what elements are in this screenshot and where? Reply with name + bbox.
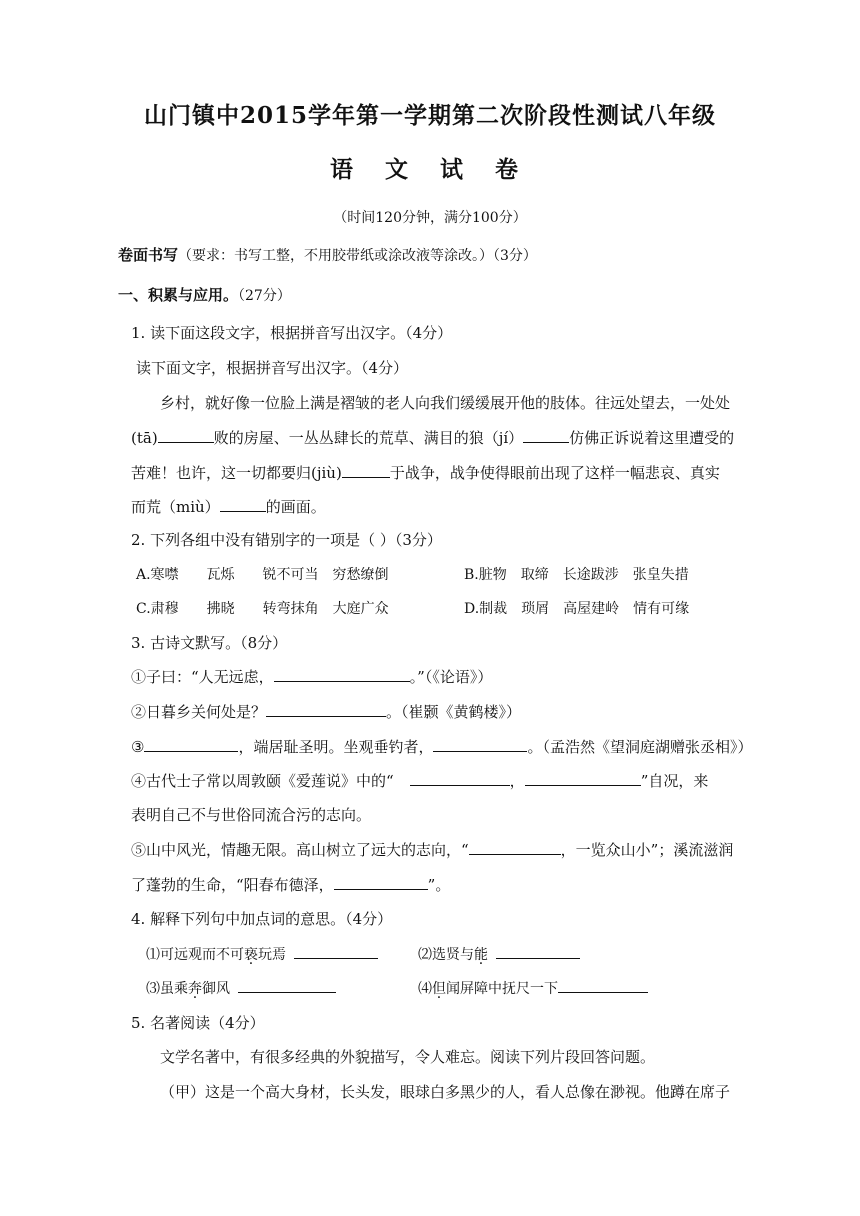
time-info: （时间120分钟，满分100分） (333, 210, 527, 226)
q4-blank-3[interactable] (238, 978, 336, 993)
q2-stem: 2. 下列各组中没有错别字的一项是（ ）（3分） (131, 531, 442, 549)
q1-l4-a: 而荒（miù） (131, 498, 220, 516)
section1-title: 一、积累与应用。 (118, 286, 239, 304)
q1-l4-b: 的画面。 (265, 498, 326, 516)
q1-blank-3[interactable] (342, 463, 390, 478)
q5-excerpt: （甲）这是一个高大身材，长头发，眼球白多黑少的人，看人总像在渺视。他蹲在席子 (160, 1083, 731, 1101)
q3-blank-4b[interactable] (525, 771, 641, 786)
q4-item-3 (146, 978, 336, 999)
q1-para-line2 (131, 428, 734, 448)
q3-item-4-cont: 表明自己不与世俗同流合污的志向。 (131, 806, 372, 824)
q1-l3-b: 于战争，战争使得眼前出现了这样一幅悲哀、真实 (389, 464, 720, 482)
q4-a3-dotted: 奔 (188, 981, 202, 997)
q1-l2-a: (tā) (131, 429, 158, 447)
q5-stem: 5. 名著阅读（4分） (131, 1014, 265, 1032)
q1-stem-repeat: 读下面文字，根据拼音写出汉字。（4分） (136, 359, 409, 377)
q4-item-4 (418, 978, 648, 999)
q3-blank-1[interactable] (274, 667, 410, 682)
section1-score: （27分） (238, 288, 291, 304)
q4-blank-2[interactable] (496, 944, 580, 959)
q3-stem: 3. 古诗文默写。（8分） (131, 634, 288, 652)
q3-i3-source: 。（孟浩然《望洞庭湖赠张丞相》） (527, 738, 753, 756)
q3-item-1 (131, 667, 492, 687)
q4-a1-text: ⑴可远观而不可 (146, 947, 244, 963)
q3-item-2 (131, 702, 521, 722)
q4-stem: 4. 解释下列句中加点词的意思。（4分） (131, 910, 393, 928)
q5-intro: 文学名著中，有很多经典的外貌描写，令人难忘。阅读下列片段回答问题。 (160, 1048, 656, 1066)
q4-a3-text: ⑶虽乘 (146, 981, 188, 997)
q3-i5-text: ⑤山中风光，情趣无限。高山树立了远大的志向，“ (131, 841, 469, 859)
q1-l2-c: 仿佛正诉说着这里遭受的 (569, 429, 735, 447)
q4-a4-text: ⑷ (418, 981, 432, 997)
q3-blank-2[interactable] (266, 702, 386, 717)
q1-l3-a: 苦难！也许，这一切都要归(jiù) (131, 464, 342, 482)
q1-blank-4[interactable] (220, 497, 266, 512)
q4-item-2 (418, 944, 580, 965)
q3-i5-mid: ，一览众山小”；溪流滋润 (560, 841, 734, 859)
q4-blank-1[interactable] (294, 944, 378, 959)
q3-i5-text2: 了蓬勃的生命，“阳春布德泽， (131, 876, 334, 894)
handwriting-label: 卷面书写 (118, 246, 179, 264)
q3-blank-4a[interactable] (410, 771, 510, 786)
q3-blank-5b[interactable] (334, 875, 428, 890)
q1-l2-b: 败的房屋、一丛丛肆长的荒草、满目的狼（jí） (213, 429, 524, 447)
q3-item-5 (131, 840, 733, 860)
handwriting-line (118, 245, 537, 266)
q3-blank-5a[interactable] (469, 840, 561, 855)
q4-blank-4[interactable] (558, 978, 648, 993)
q3-i1-source: 。”（《论语》） (409, 668, 493, 686)
q4-a1-rest: 玩焉 (258, 947, 286, 963)
q3-blank-3b[interactable] (433, 737, 527, 752)
q4-a2-text: ⑵选贤与 (418, 947, 474, 963)
q1-para-line3 (131, 463, 720, 483)
q2-option-d[interactable]: D.制裁 琐屑 高屋建岭 情有可缘 (464, 601, 690, 617)
q3-item-3 (131, 737, 752, 757)
q3-i2-source: 。（崔颢《黄鹤楼》） (386, 703, 522, 721)
q3-i1-text: ①子曰：“人无远虑， (131, 668, 274, 686)
q3-item-4 (131, 771, 708, 791)
q4-a4-rest: 闻屏障中抚尺一下 (446, 981, 558, 997)
section1-heading (118, 285, 291, 306)
q3-i4-tail: ”自况，来 (640, 772, 709, 790)
exam-subtitle: 语 文 试 卷 (329, 156, 531, 183)
q3-i3-num: ③ (131, 738, 145, 756)
q4-a4-dotted: 但 (432, 981, 446, 997)
q2-option-c[interactable]: C.肃穆 拂晓 转弯抹角 大庭广众 (136, 601, 389, 617)
q3-i2-text: ②日暮乡关何处是？ (131, 703, 267, 721)
q3-item-5-cont (131, 875, 450, 895)
q4-a1-dotted: 亵 (244, 947, 258, 963)
q3-i4-text: ④古代士子常以周敦颐《爱莲说》中的“ (131, 772, 394, 790)
q3-i5-end: ”。 (427, 876, 451, 894)
q4-a3-rest: 御风 (202, 981, 230, 997)
q1-stem: 1. 读下面这段文字，根据拼音写出汉字。（4分） (131, 324, 453, 342)
q3-i4-comma: ， (509, 772, 525, 790)
handwriting-note: （要求：书写工整，不用胶带纸或涂改液等涂改。）（3分） (178, 248, 537, 264)
q3-i3-text: ，端居耻圣明。坐观垂钓者， (238, 738, 434, 756)
exam-title: 山门镇中2015学年第一学期第二次阶段性测试八年级 (143, 102, 716, 129)
q2-option-b[interactable]: B.脏物 取缔 长途跋涉 张皇失措 (464, 567, 689, 583)
q4-item-1 (146, 944, 378, 965)
q1-blank-1[interactable] (158, 428, 214, 443)
q3-blank-3a[interactable] (144, 737, 238, 752)
q1-blank-2[interactable] (523, 428, 569, 443)
q1-para-line1: 乡村，就好像一位脸上满是褶皱的老人向我们缓缓展开他的肢体。往远处望去，一处处 (160, 394, 731, 412)
q1-para-line4 (131, 497, 326, 517)
q4-a2-dotted: 能 (474, 947, 488, 963)
q2-option-a[interactable]: A.寒噤 瓦烁 锐不可当 穷愁缭倒 (136, 567, 389, 583)
